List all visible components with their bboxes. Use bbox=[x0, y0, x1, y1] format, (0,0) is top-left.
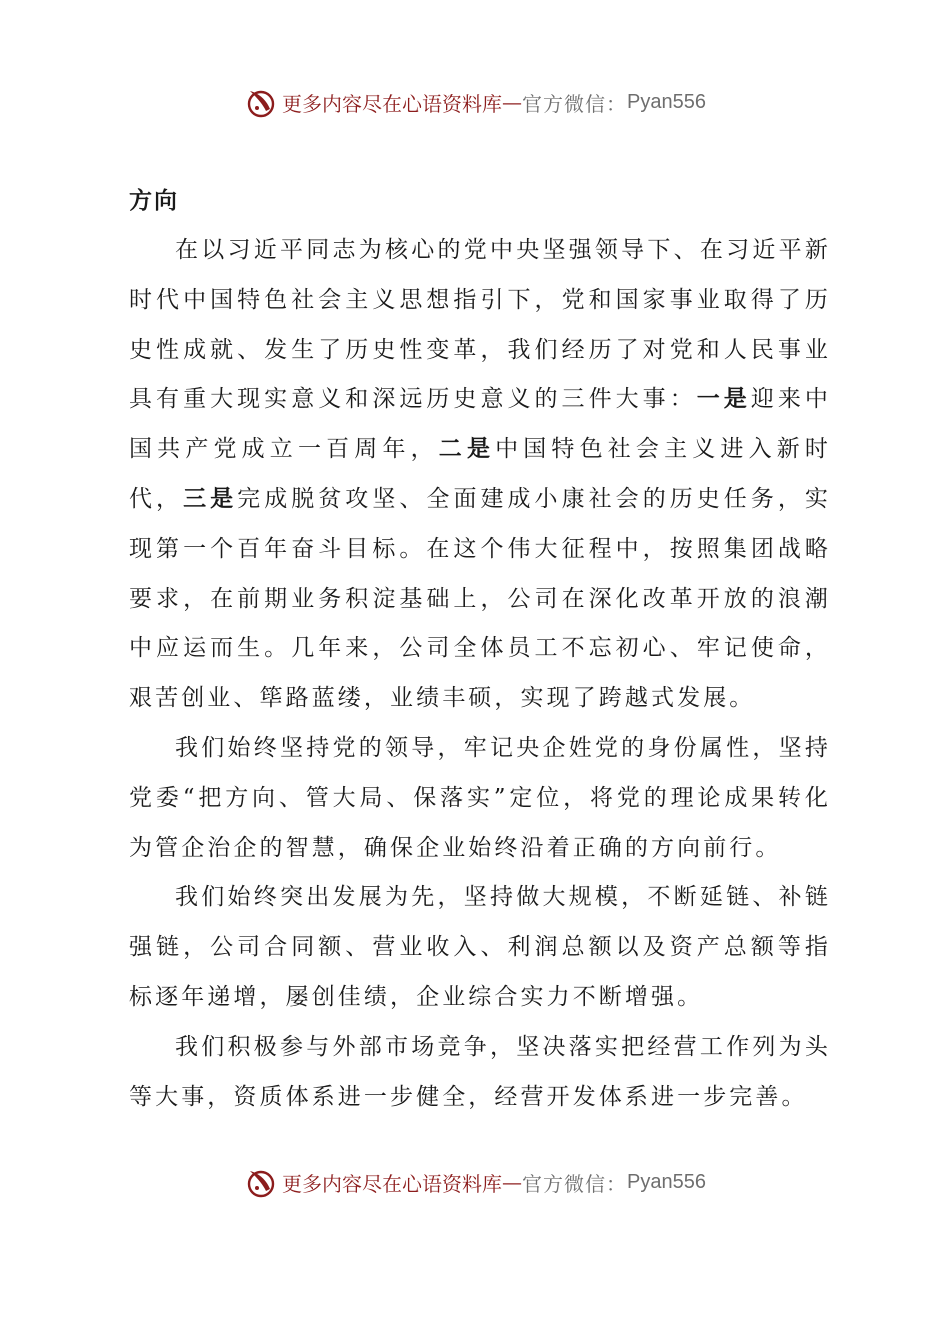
p1-bold-2: 二是 bbox=[438, 436, 496, 463]
document-body bbox=[129, 176, 831, 1122]
paragraph-1 bbox=[129, 226, 831, 724]
header-banner bbox=[0, 82, 950, 122]
footer-wechat-id: Pyan556 bbox=[627, 1170, 706, 1193]
footer-wechat-label: 官方微信： bbox=[522, 1171, 628, 1196]
header-dash: — bbox=[502, 90, 523, 114]
header-wechat-label: 官方微信： bbox=[522, 91, 628, 116]
paragraph-4: 我们积极参与外部市场竞争，坚决落实把经营工作列为头等大事，资质体系进一步健全，经营开发体系进一步完善。 bbox=[129, 1033, 831, 1110]
header-slogan: 更多内容尽在心语资料库 bbox=[282, 91, 503, 116]
footer-slogan: 更多内容尽在心语资料库 bbox=[282, 1171, 503, 1196]
quill-pen-logo-icon bbox=[244, 1165, 278, 1199]
p1-text-2: 迎来中国共产党成立一百周年， bbox=[129, 386, 831, 463]
footer-dash: — bbox=[502, 1170, 523, 1194]
paragraph-3: 我们始终突出发展为先，坚持做大规模，不断延链、补链强链，公司合同额、营业收入、利润总额以及资产总额等指标逐年递增，屡创佳绩，企业综合实力不断增强。 bbox=[129, 884, 831, 1010]
section-heading: 方向 bbox=[129, 188, 179, 214]
p1-bold-3: 三是 bbox=[183, 485, 238, 512]
p1-text-3: 中国特色社会主义进入新时代， bbox=[129, 436, 831, 512]
p1-text-1: 在以习近平同志为核心的党中央坚强领导下、在习近平新时代中国特色社会主义思想指引下，党和国家事业取得了历史性成就、发生了历史性变革，我们经历了对党和人民事业具有重大现实意义和深远历史意义的三件大事： bbox=[129, 237, 831, 413]
footer-banner bbox=[0, 1162, 950, 1202]
p1-bold-1: 一是 bbox=[696, 386, 751, 413]
quill-pen-logo-icon bbox=[244, 85, 278, 119]
paragraph-2: 我们始终坚持党的领导，牢记央企姓党的身份属性，坚持党委“把方向、管大局、保落实”定位，将党的理论成果转化为管企治企的智慧，确保企业始终沿着正确的方向前行。 bbox=[129, 734, 831, 861]
p1-text-4: 完成脱贫攻坚、全面建成小康社会的历史任务，实现第一个百年奋斗目标。在这个伟大征程中，按照集团战略要求，在前期业务积淀基础上，公司在深化改革开放的浪潮中应运而生。几年来，公司全体员工不忘初心、牢记使命，艰苦创业、筚路蓝缕，业绩丰硕，实现了跨越式发展。 bbox=[129, 485, 832, 712]
header-wechat-id: Pyan556 bbox=[627, 90, 706, 113]
